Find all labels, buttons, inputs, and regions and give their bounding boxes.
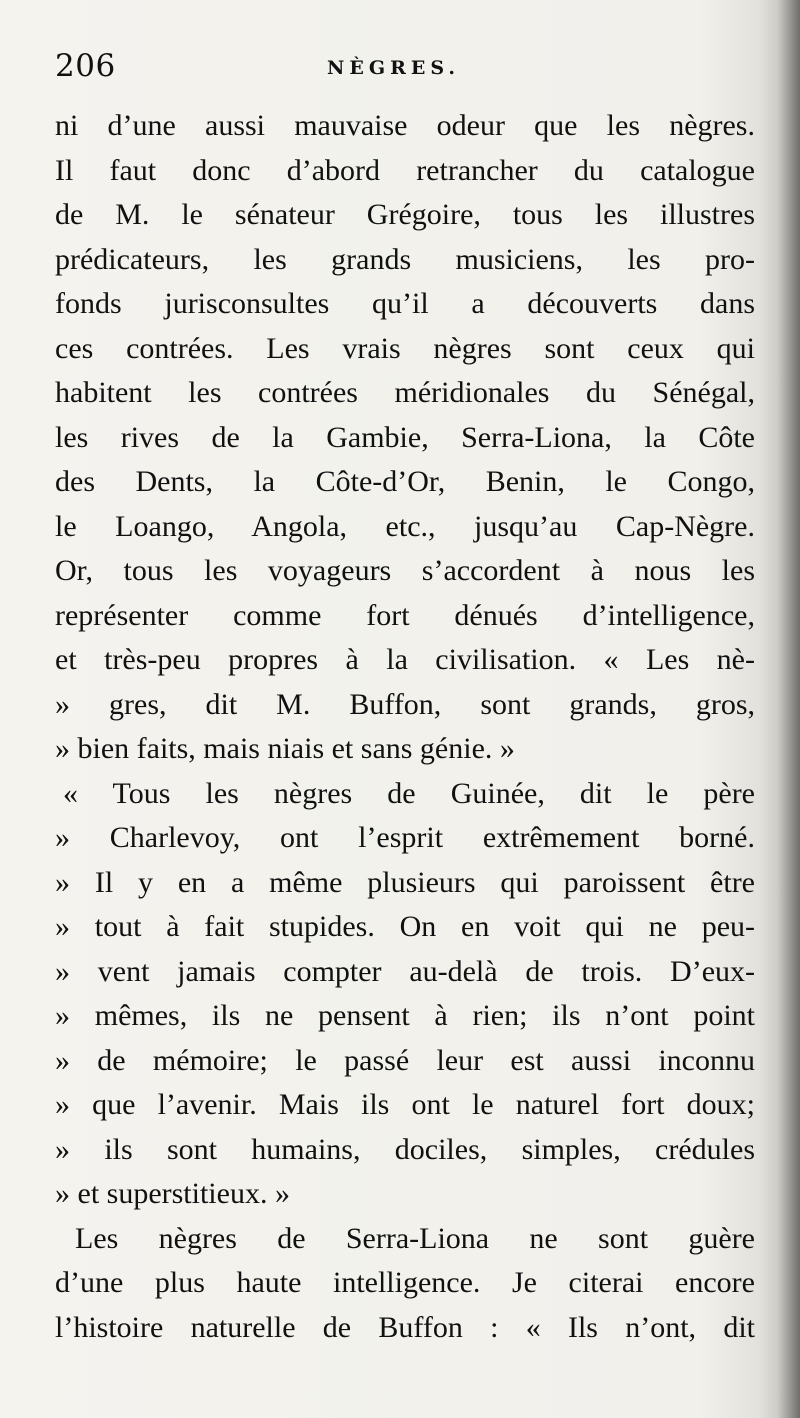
text-line: » mêmes, ils ne pensent à rien; ils n’ont point xyxy=(55,999,755,1032)
text-line: » Charlevoy, ont l’esprit extrêmement borné. xyxy=(55,821,755,854)
text-line: « Tous les nègres de Guinée, dit le père xyxy=(63,776,755,810)
text-line: » ils sont humains, dociles, simples, crédules xyxy=(55,1132,755,1166)
text-line: » tout à fait stupides. On en voit qui ne peu- xyxy=(55,910,755,943)
page-gutter-shadow xyxy=(778,0,800,1418)
running-head: NÈGRES. xyxy=(327,57,461,79)
text-line: » Il y en a même plusieurs qui paroissent être xyxy=(55,865,755,899)
text-line: » gres, dit M. Buffon, sont grands, gros, xyxy=(55,687,755,721)
text-line: Les nègres de Serra-Liona ne sont guère xyxy=(75,1221,755,1255)
text-line: » bien faits, mais niais et sans génie. » xyxy=(55,732,515,765)
text-line: » de mémoire; le passé leur est aussi inconnu xyxy=(55,1043,755,1077)
text-line: d’une plus haute intelligence. Je citerai encore xyxy=(55,1266,755,1299)
text-line: Or, tous les voyageurs s’accordent à nous les xyxy=(55,554,755,587)
text-line: les rives de la Gambie, Serra-Liona, la Côte xyxy=(55,420,755,454)
text-line: représenter comme fort dénués d’intelligence, xyxy=(55,598,755,632)
page-number: 206 xyxy=(55,48,116,84)
text-line: Il faut donc d’abord retrancher du catalogue xyxy=(55,153,755,187)
page-header xyxy=(55,44,755,94)
text-line: le Loango, Angola, etc., jusqu’au Cap-Nègre. xyxy=(55,509,755,543)
text-line: et très-peu propres à la civilisation. « Les nè- xyxy=(55,643,755,676)
text-line: prédicateurs, les grands musiciens, les pro- xyxy=(55,242,755,276)
text-line: habitent les contrées méridionales du Sénégal, xyxy=(55,376,755,409)
body-text xyxy=(55,104,755,1350)
text-line: des Dents, la Côte-d’Or, Benin, le Congo, xyxy=(55,465,755,498)
text-line: » et superstitieux. » xyxy=(55,1177,290,1210)
text-line: » que l’avenir. Mais ils ont le naturel fort doux; xyxy=(55,1088,755,1121)
text-line: l’histoire naturelle de Buffon : « Ils n’ont, dit xyxy=(55,1310,755,1344)
text-line: ni d’une aussi mauvaise odeur que les nègres. xyxy=(55,109,755,142)
text-line: » vent jamais compter au-delà de trois. D’eux- xyxy=(55,954,755,988)
text-line: de M. le sénateur Grégoire, tous les illustres xyxy=(55,198,755,231)
text-line: fonds jurisconsultes qu’il a découverts dans xyxy=(55,287,755,320)
text-line: ces contrées. Les vrais nègres sont ceux qui xyxy=(55,331,755,365)
